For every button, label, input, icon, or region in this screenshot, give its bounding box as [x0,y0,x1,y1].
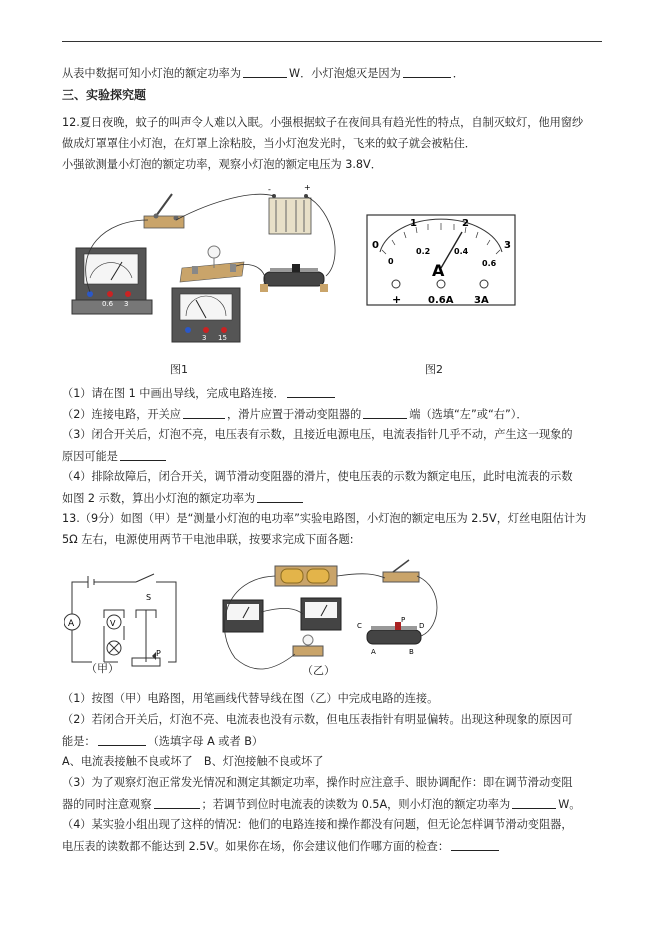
svg-text:3: 3 [124,300,129,308]
svg-text:3: 3 [504,240,511,251]
svg-text:15: 15 [218,334,227,342]
svg-text:3A: 3A [474,295,489,306]
answer-blank[interactable] [363,407,407,419]
answer-blank[interactable] [183,407,225,419]
svg-text:P: P [401,616,406,624]
figure-2-ammeter [366,214,516,314]
svg-text:+: + [304,183,311,192]
q12-part-4: （4）排除故障后，闭合开关，调节滑动变阻器的滑片，使电压表的示数为额定电压，此时电流表的示数 [62,470,573,483]
q12-part-2: （2）连接电路，开关应 ，滑片应置于滑动变阻器的 端（选填“左”或“右”）． [62,408,528,421]
q13-part-3b: 器的同时注意观察 ；若调节到位时电流表的读数为 0.5A，则小灯泡的额定功率为 W。 [62,798,581,811]
svg-text:0.2: 0.2 [416,247,431,256]
svg-text:2: 2 [462,218,469,229]
switch-icon [144,194,184,228]
battery-icon [268,183,311,234]
q13-part-2: （2）若闭合开关后，灯泡不亮、电流表也没有示数，但电压表指针有明显偏转。出现这种现象的原因可 [62,713,573,726]
q12-part-4b: 如图 2 示数，算出小灯泡的额定功率为 [62,491,305,506]
svg-text:A: A [68,619,75,629]
header-rule [62,41,602,42]
switch-icon [383,560,419,582]
q13-intro: 13.（9分）如图（甲）是“测量小灯泡的电功率”实验电路图，小灯泡的额定电压为 2.5V，灯丝电阻估计为 [62,512,587,525]
answer-blank[interactable] [512,797,556,809]
rheostat-icon [357,616,424,656]
svg-text:D: D [419,622,425,630]
answer-blank[interactable] [451,839,499,851]
svg-text:0.4: 0.4 [454,247,469,256]
text-line-q12-intro-2: 做成灯罩罩住小灯泡，在灯罩上涂粘胶，当小灯泡发光时，飞来的蚊子就会被粘住． [62,137,476,150]
voltmeter-icon [301,598,341,630]
svg-text:1: 1 [410,218,417,229]
q12-part-3: （3）闭合开关后，灯泡不亮，电压表有示数，且接近电源电压，电流表指针几乎不动，产生这一现象的 [62,428,573,441]
svg-text:+: + [392,293,402,306]
svg-text:A: A [432,261,445,280]
q13-intro-2: 5Ω 左右，电源使用两节干电池串联，按要求完成下面各题: [62,533,354,546]
figure-2-caption: 图2 [425,363,443,376]
figure-1-caption: 图1 [170,363,188,376]
svg-text:0.6: 0.6 [482,259,497,268]
svg-text:B: B [409,648,414,656]
q13-part-4: （4）某实验小组出现了这样的情况：他们的电路连接和操作都没有问题，但无论怎样调节滑动变阻器， [62,818,573,831]
svg-text:3: 3 [202,334,207,342]
q13-part-2-options: A、电流表接触不良或坏了 B、灯泡接触不良或坏了 [62,755,324,768]
answer-blank[interactable] [287,386,335,398]
answer-blank[interactable] [98,734,146,746]
svg-text:A: A [371,648,376,656]
answer-blank[interactable] [257,491,303,503]
figure-yi-apparatus [205,558,445,676]
answer-blank[interactable] [403,66,451,78]
meter-2-icon [172,288,240,342]
answer-blank[interactable] [154,797,200,809]
meter-1-icon [72,248,152,314]
svg-text:0: 0 [372,240,379,251]
text-line-q12-intro: 12.夏日夜晚，蚊子的叫声令人难以入眠。小强根据蚊子在夜间具有趋光性的特点，自制灭蚊灯，他用窗纱 [62,116,584,129]
q13-part-3: （3）为了观察灯泡正常发光情况和测定其额定功率，操作时应注意手、眼协调配作：即在调节滑动变阻 [62,776,573,789]
figure-1-apparatus [64,180,354,350]
figure-jia-caption: （甲） [86,662,119,675]
text-line-1: 从表中数据可知小灯泡的额定功率为 W．小灯泡熄灭是因为 ． [62,67,464,80]
lamp-icon [293,635,323,656]
figure-yi-caption: （乙） [302,664,335,677]
q13-part-4b: 电压表的读数都不能达到 2.5V。如果你在场，你会建议他们作哪方面的检查： [62,839,501,854]
text-line-q12-intro-3: 小强欲测量小灯泡的额定功率，观察小灯泡的额定电压为 3.8V． [62,158,382,171]
answer-blank[interactable] [243,66,287,78]
svg-text:0.6A: 0.6A [428,295,454,306]
figure-jia-circuit [64,570,194,674]
svg-text:S: S [146,593,152,602]
lamp-icon [180,246,244,282]
section-heading: 三、实验探究题 [62,88,147,102]
q12-part-3b: 原因可能是 [62,449,168,464]
answer-blank[interactable] [120,449,166,461]
q12-part-1: （1）请在图 1 中画出导线，完成电路连接． [62,386,337,401]
svg-text:0: 0 [388,257,394,266]
q13-part-2b: 能是： （选填字母 A 或者 B） [62,735,264,748]
svg-text:0.6: 0.6 [102,300,114,308]
svg-text:C: C [357,622,362,630]
svg-text:-: - [268,185,271,194]
rheostat-icon [260,264,328,292]
q13-part-1: （1）按图（甲）电路图，用笔画线代替导线在图（乙）中完成电路的连接。 [62,692,439,705]
battery-holder-icon [275,566,337,586]
svg-text:P: P [156,649,161,658]
svg-text:V: V [110,619,116,628]
